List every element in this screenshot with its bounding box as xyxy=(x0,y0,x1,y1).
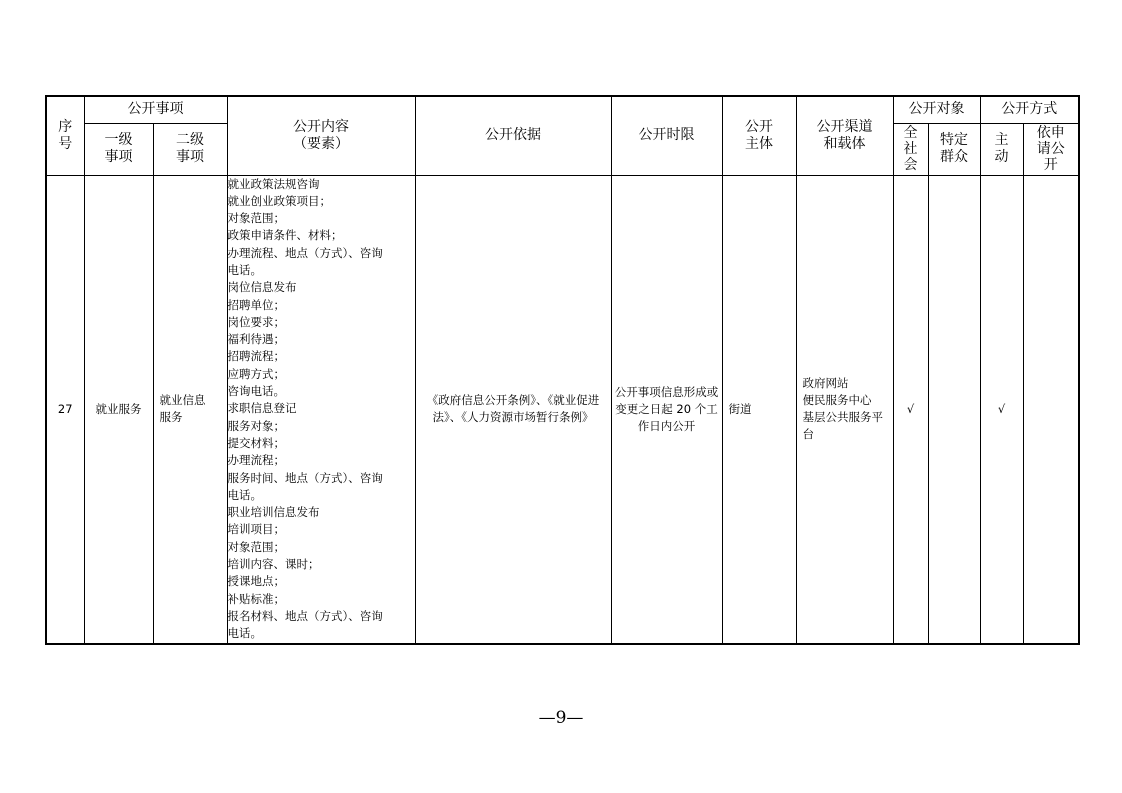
row-active-check: √ xyxy=(980,175,1023,644)
content-line: 授课地点； xyxy=(227,574,285,589)
row-specific-public-check xyxy=(928,175,980,644)
header-level2: 二级 事项 xyxy=(153,123,227,175)
content-lines xyxy=(228,176,415,643)
content-line: 招聘流程； xyxy=(227,349,285,364)
page-number: —9— xyxy=(538,708,584,728)
header-target-group: 公开对象 xyxy=(893,96,980,123)
header-subject: 公开 主体 xyxy=(722,96,796,175)
header-on-request: 依申 请公 开 xyxy=(1023,123,1079,175)
content-line: 服务对象； xyxy=(227,418,285,433)
row-content xyxy=(227,175,415,644)
content-line: 职业培训信息发布 xyxy=(227,505,320,520)
content-line: 咨询电话。 xyxy=(227,384,285,399)
content-line: 培训内容、课时； xyxy=(227,557,320,572)
content-line: 提交材料； xyxy=(227,435,285,450)
content-line: 办理流程、地点（方式）、咨询 xyxy=(227,245,383,260)
content-line: 福利待遇； xyxy=(227,332,285,347)
content-line: 对象范围； xyxy=(227,539,285,554)
content-line: 补贴标准； xyxy=(227,591,285,606)
row-subject: 街道 xyxy=(722,175,796,644)
header-specific-public: 特定 群众 xyxy=(928,123,980,175)
header-basis: 公开依据 xyxy=(415,96,611,175)
row-seq: 27 xyxy=(46,175,84,644)
header-seq: 序 号 xyxy=(46,96,84,175)
content-line: 办理流程； xyxy=(227,453,285,468)
header-channel: 公开渠道 和载体 xyxy=(796,96,893,175)
row-time-limit: 公开事项信息形成或变更之日起 20 个工作日内公开 xyxy=(611,175,722,644)
header-item-group: 公开事项 xyxy=(84,96,227,123)
content-line: 岗位信息发布 xyxy=(227,280,297,295)
row-on-request-check xyxy=(1023,175,1079,644)
header-row-1 xyxy=(46,96,1079,123)
header-method-group: 公开方式 xyxy=(980,96,1079,123)
table-row xyxy=(46,175,1079,644)
content-line: 服务时间、地点（方式）、咨询 xyxy=(227,470,383,485)
content-line: 电话。 xyxy=(227,626,262,641)
content-line: 政策申请条件、材料； xyxy=(227,228,343,243)
row-basis: 《政府信息公开条例》、《就业促进法》、《人力资源市场暂行条例》 xyxy=(415,175,611,644)
header-level1: 一级 事项 xyxy=(84,123,153,175)
content-line: 报名材料、地点（方式）、咨询 xyxy=(227,608,383,623)
header-time-limit: 公开时限 xyxy=(611,96,722,175)
row-whole-society-check: √ xyxy=(893,175,928,644)
row-channel: 政府网站 便民服务中心 基层公共服务平台 xyxy=(796,175,893,644)
header-active: 主 动 xyxy=(980,123,1023,175)
content-line: 就业创业政策项目； xyxy=(227,193,331,208)
content-line: 求职信息登记 xyxy=(227,401,297,416)
row-level1: 就业服务 xyxy=(84,175,153,644)
content-line: 招聘单位； xyxy=(227,297,285,312)
header-content: 公开内容 （要素） xyxy=(227,96,415,175)
header-whole-society: 全 社 会 xyxy=(893,123,928,175)
content-line: 电话。 xyxy=(227,487,262,502)
content-line: 对象范围； xyxy=(227,211,285,226)
content-line: 就业政策法规咨询 xyxy=(227,176,320,191)
content-line: 培训项目； xyxy=(227,522,285,537)
disclosure-table xyxy=(45,95,1080,645)
content-line: 电话。 xyxy=(227,262,262,277)
content-line: 应聘方式； xyxy=(227,366,285,381)
row-level2: 就业信息 服务 xyxy=(153,175,227,644)
content-line: 岗位要求； xyxy=(227,314,285,329)
